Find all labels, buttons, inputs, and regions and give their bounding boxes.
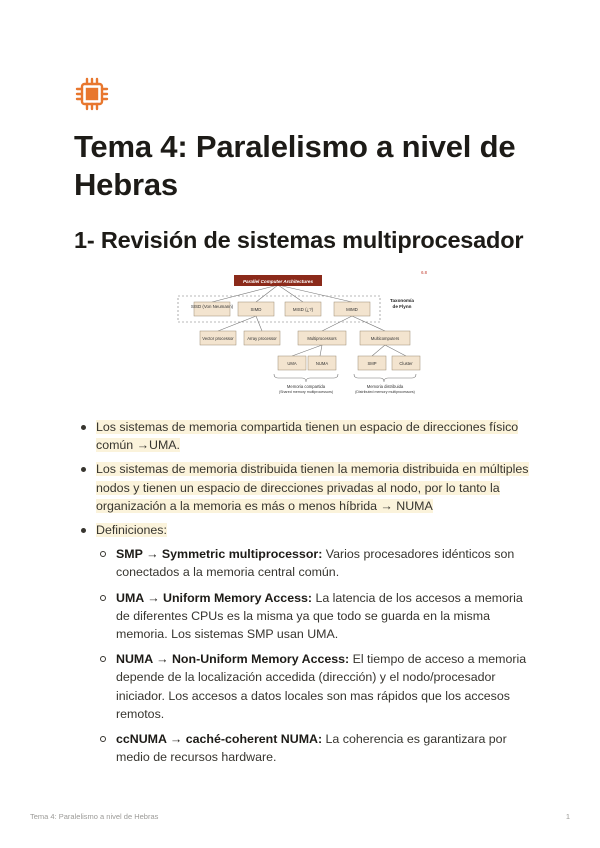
diagram-multicomputers: Multicomputers — [370, 336, 400, 341]
definition-text: El tiempo de acceso a memoria depende de la localización accedida (dirección) y el nodo/procesador iniciador. Los accesos a datos locales son mas rápidos que los accesos remotos. — [116, 652, 527, 721]
page-title: Tema 4: Paralelismo a nivel de Hebras — [74, 129, 516, 202]
footer-title: Tema 4: Paralelismo a nivel de Hebras — [30, 812, 159, 821]
definition-text: La coherencia es garantizara por medio de recursos hardware. — [116, 732, 507, 765]
definition-item — [96, 730, 534, 766]
diagram-mimd: MIMD — [346, 307, 358, 312]
diagram-smp: SMP — [367, 361, 377, 366]
list-item — [74, 418, 534, 454]
cpu-chip-icon — [74, 76, 110, 112]
diagram-distributed-memory-label: Memoria distribuida — [366, 384, 404, 389]
diagram-uma: UMA — [287, 361, 297, 366]
diagram-root: Parallel Computer Architectures — [242, 279, 314, 284]
bullet-definitions: Definiciones: — [96, 523, 167, 538]
diagram-vector-processor: Vector processor — [202, 336, 234, 341]
bullet-shared-memory: Los sistemas de memoria compartida tienen un espacio de direcciones físico común →UMA. — [96, 420, 519, 453]
definition-term: UMA → Uniform Memory Access: — [116, 590, 312, 605]
footer-page-number: 1 — [565, 812, 570, 821]
diagram-shared-memory-label: Memoria compartida — [286, 384, 326, 389]
diagram-multiprocessors: Multiprocessors — [307, 336, 337, 341]
definition-text: Varios procesadores idénticos son conectados a la memoria central común. — [116, 547, 515, 580]
diagram-array-processor: Array processor — [247, 336, 277, 341]
diagram-sisd: SISD (Von Neumann) — [190, 304, 234, 309]
definition-text: La latencia de los accesos a memoria de diferentes CPUs es la misma ya que todo se guarda en la misma memoria. Los sistemas SMP usan UMA. — [116, 590, 523, 642]
diagram-cluster: Cluster — [399, 361, 413, 366]
diagram-numa: NUMA — [315, 361, 329, 366]
definitions-list — [96, 545, 534, 766]
diagram-misd: MISD (¿?) — [292, 307, 314, 312]
definition-item — [96, 650, 534, 723]
definition-item — [96, 589, 534, 644]
diagram-taxonomy-label-2: de Flynn — [392, 304, 412, 309]
diagram-corner-mark: 6.8 — [421, 270, 427, 275]
list-item — [74, 460, 534, 515]
diagram-shared-memory-sub: (Shared memory multiprocessors) — [278, 390, 334, 394]
list-item — [74, 521, 534, 766]
diagram-simd: SIMD — [250, 307, 262, 312]
definition-term: NUMA → Non-Uniform Memory Access: — [116, 652, 350, 667]
diagram-distributed-memory-sub: (Distributed memory multiprocessors) — [355, 390, 415, 394]
section-heading: 1- Revisión de sistemas multiprocesador — [74, 227, 524, 253]
definition-term: ccNUMA → caché-coherent NUMA: — [116, 732, 323, 747]
bullet-distributed-memory: Los sistemas de memoria distribuida tienen la memoria distribuida en múltiples nodos y tienen un espacio de direcciones privadas al nodo, por lo tanto la organización a la memoria es más o menos híbrida → NUMA — [96, 462, 529, 513]
diagram-taxonomy-label: Taxonomía — [390, 298, 414, 303]
definition-term: SMP → Symmetric multiprocessor: — [116, 547, 323, 562]
definition-item — [96, 545, 534, 581]
bullet-list — [74, 418, 534, 773]
flynn-taxonomy-diagram — [174, 266, 434, 406]
